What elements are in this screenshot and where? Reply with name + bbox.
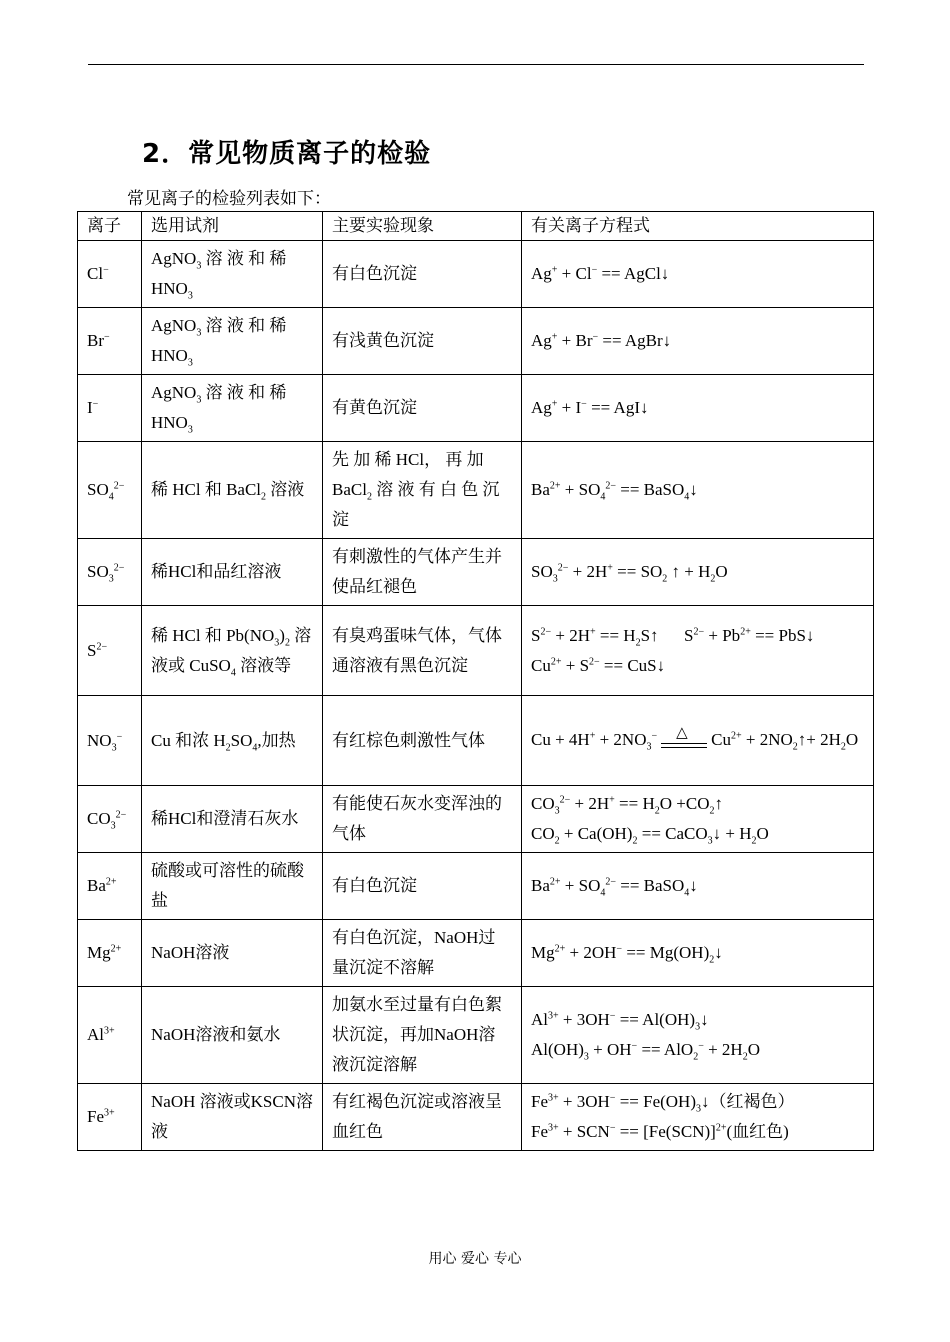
phenomenon-cell: 加氨水至过量有白色絮状沉淀，再加NaOH溶液沉淀溶解: [323, 987, 522, 1084]
reagent-cell: 稀HCl和澄清石灰水: [142, 786, 323, 853]
ion-cell: $SO_3^{2-}$: [78, 539, 142, 606]
equation-cell: Ag+ + I− == AgI↓: [522, 375, 874, 442]
equation-cell: $Ba^{2+} + SO_4^{2-}$ == BaSO$_4$↓: [522, 853, 874, 920]
reagent-cell: AgNO$_3$ 溶 液 和 稀 $HNO_3$: [142, 241, 323, 308]
table-row: [78, 308, 874, 375]
phenomenon-cell: 先 加 稀 HCl， 再 加 BaCl$_2$ 溶 液 有 白 色 沉 淀: [323, 442, 522, 539]
phenomenon-cell: 有浅黄色沉淀: [323, 308, 522, 375]
phenomenon-cell: 有黄色沉淀: [323, 375, 522, 442]
ion-cell: $NO_3^-$: [78, 696, 142, 786]
ion-cell: $Ba^{2+}$: [78, 853, 142, 920]
ion-cell: Br−: [78, 308, 142, 375]
phenomenon-cell: 有白色沉淀: [323, 853, 522, 920]
ion-cell: I−: [78, 375, 142, 442]
reagent-cell: 稀HCl和品红溶液: [142, 539, 323, 606]
phenomenon-cell: 有刺激性的气体产生并使品红褪色: [323, 539, 522, 606]
table-row: [78, 987, 874, 1084]
header-rule: [88, 64, 864, 65]
table-header-row: [78, 212, 874, 241]
table-row: [78, 539, 874, 606]
phenomenon-cell: 有白色沉淀，NaOH过量沉淀不溶解: [323, 920, 522, 987]
phenomenon-cell: 有臭鸡蛋味气体，气体通溶液有黑色沉淀: [323, 606, 522, 696]
table-row: [78, 442, 874, 539]
header-phenomenon: 主要实验现象: [323, 212, 522, 241]
equation-cell: Ag+ + Cl− == AgCl↓: [522, 241, 874, 308]
table-row: [78, 606, 874, 696]
table-row: [78, 786, 874, 853]
reagent-cell: NaOH 溶液或KSCN溶液: [142, 1084, 323, 1151]
equation-cell: $Mg^{2+} + 2OH^-$ == $Mg(OH)_2↓$: [522, 920, 874, 987]
ion-cell: Cl−: [78, 241, 142, 308]
reagent-cell: 稀 HCl 和 BaCl$_2$ 溶液: [142, 442, 323, 539]
ion-cell: $S^{2-}$: [78, 606, 142, 696]
table-row: [78, 853, 874, 920]
reagent-cell: NaOH溶液: [142, 920, 323, 987]
table-row: [78, 696, 874, 786]
ion-cell: $CO_3^{2-}$: [78, 786, 142, 853]
reagent-cell: Cu 和浓 $H_2SO_4$,加热: [142, 696, 323, 786]
ion-cell: $Fe^{3+}$: [78, 1084, 142, 1151]
table-row: [78, 375, 874, 442]
ion-cell: $Al^{3+}$: [78, 987, 142, 1084]
equation-cell: $Cu + 4H^+ + 2NO_3^-$ △ $Cu^{2+}$ + $2NO_2↑+ 2H_2O$: [522, 696, 874, 786]
phenomenon-cell: 有能使石灰水变浑浊的气体: [323, 786, 522, 853]
equation-cell: $CO_3^{2-} + 2H^+ == H_2O$ $+CO_2↑$ $CO_2 + Ca(OH)_2$ == CaCO$_3$↓ + $H_2O$: [522, 786, 874, 853]
equation-cell: $S^{2-} + 2H^+$ == $H_2S↑$ $S^{2-} + Pb^{2+}$ == PbS↓ $Cu^{2+} + S^{2-}$ == CuS↓: [522, 606, 874, 696]
header-reagent: 选用试剂: [142, 212, 323, 241]
ion-cell: $Mg^{2+}$: [78, 920, 142, 987]
phenomenon-cell: 有红棕色刺激性气体: [323, 696, 522, 786]
table-row: [78, 920, 874, 987]
equation-cell: Ag+ + Br− == AgBr↓: [522, 308, 874, 375]
reagent-cell: 稀 HCl 和 $Pb(NO_3)_2$ 溶液或 CuSO$_4$ 溶液等: [142, 606, 323, 696]
ion-cell: $SO_4^{2-}$: [78, 442, 142, 539]
heating-condition-icon: △: [661, 726, 707, 756]
equation-cell: $Ba^{2+} + SO_4^{2-}$ == BaSO$_4$↓: [522, 442, 874, 539]
header-equation: 有关离子方程式: [522, 212, 874, 241]
reagent-cell: 硫酸或可溶性的硫酸盐: [142, 853, 323, 920]
table-row: [78, 1084, 874, 1151]
table-row: [78, 241, 874, 308]
reagent-cell: AgNO$_3$ 溶 液 和 稀 $HNO_3$: [142, 375, 323, 442]
equation-cell: $Fe^{3+} + 3OH^-$ == $Fe(OH)_3↓$（红褐色） $Fe^{3+} + SCN^- == [Fe(SCN)]^{2+}$(血红色): [522, 1084, 874, 1151]
header-ion: 离子: [78, 212, 142, 241]
equation-cell: $Al^{3+} + 3OH^-$ == $Al(OH)_3↓$ $Al(OH)_3 + OH^- == AlO_2^- + 2H_2O$: [522, 987, 874, 1084]
equation-cell: $SO_3^{2-} + 2H^+ == SO_2$ ↑ + $H_2O$: [522, 539, 874, 606]
page-footer: 用心 爱心 专心: [428, 1251, 522, 1267]
phenomenon-cell: 有白色沉淀: [323, 241, 522, 308]
reagent-cell: AgNO$_3$ 溶 液 和 稀 $HNO_3$: [142, 308, 323, 375]
phenomenon-cell: 有红褐色沉淀或溶液呈血红色: [323, 1084, 522, 1151]
section-title: 2．常见物质离子的检验: [142, 139, 432, 169]
reagent-cell: NaOH溶液和氨水: [142, 987, 323, 1084]
intro-text: 常见离子的检验列表如下：: [127, 189, 331, 208]
ion-test-table: [77, 211, 874, 1151]
